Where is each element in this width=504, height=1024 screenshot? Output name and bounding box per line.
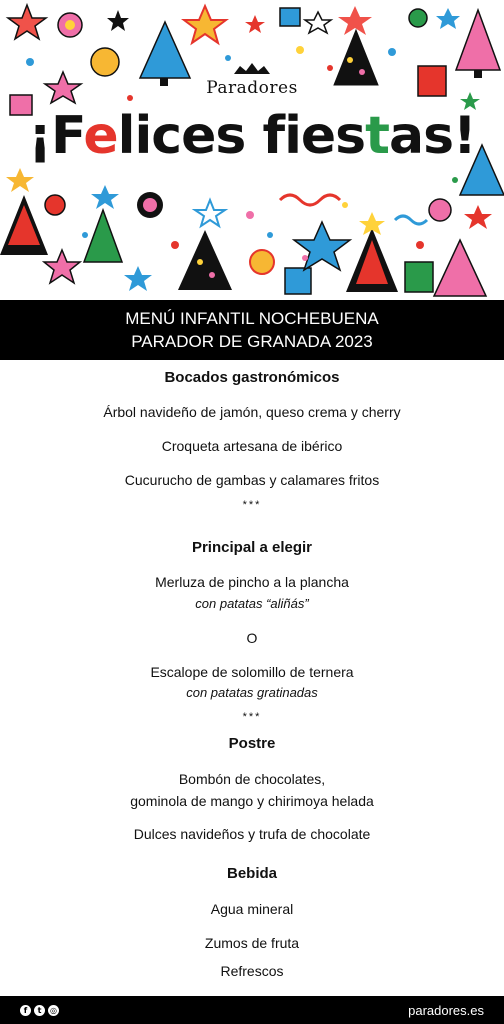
greeting-part-green: t bbox=[365, 106, 389, 166]
twitter-icon[interactable]: t bbox=[34, 1005, 45, 1016]
menu-item-side: con patatas gratinadas bbox=[186, 685, 318, 700]
tree-decoration bbox=[178, 230, 232, 290]
menu-item: Bombón de chocolates, bbox=[178, 771, 326, 787]
menu-item: Dulces navideños y trufa de chocolate bbox=[133, 826, 371, 842]
menu-item: Refrescos bbox=[220, 963, 284, 979]
menu-item-side: con patatas “aliñás” bbox=[195, 596, 309, 611]
star-decoration bbox=[436, 8, 460, 29]
menu-title-line2: PARADOR DE GRANADA 2023 bbox=[131, 332, 373, 351]
tree-decoration bbox=[84, 210, 122, 262]
section-title-dessert: Postre bbox=[228, 735, 276, 752]
greeting-title bbox=[0, 106, 504, 166]
garland-decoration bbox=[280, 195, 340, 205]
greeting-part-red: e bbox=[83, 106, 118, 166]
section-title-starters: Bocados gastronómicos bbox=[164, 369, 340, 386]
tree-decoration bbox=[456, 10, 500, 70]
star-decoration bbox=[44, 250, 80, 283]
star-decoration bbox=[464, 205, 492, 229]
section-separator: *** bbox=[242, 499, 262, 511]
star-decoration bbox=[6, 168, 34, 192]
crown-icon bbox=[232, 62, 272, 76]
star-decoration bbox=[124, 266, 152, 291]
menu-item: Zumos de fruta bbox=[204, 935, 300, 951]
ornament-decoration bbox=[409, 9, 427, 27]
star-decoration bbox=[338, 6, 372, 35]
menu-item: Croqueta artesana de ibérico bbox=[161, 438, 343, 454]
star-decoration bbox=[107, 10, 129, 31]
star-decoration bbox=[305, 12, 331, 33]
star-decoration bbox=[294, 222, 350, 270]
gift-decoration bbox=[285, 268, 311, 294]
facebook-icon[interactable]: f bbox=[20, 1005, 31, 1016]
menu-item: Escalope de solomillo de ternera bbox=[150, 664, 354, 680]
social-links bbox=[20, 1005, 59, 1016]
brand-name: Paradores bbox=[206, 78, 298, 98]
menu-item: Agua mineral bbox=[210, 901, 294, 917]
star-decoration bbox=[91, 185, 119, 209]
gift-decoration bbox=[405, 262, 433, 292]
star-decoration bbox=[245, 15, 265, 33]
ornament-decoration bbox=[429, 199, 451, 221]
hero-illustration bbox=[0, 0, 504, 300]
ornament-decoration bbox=[250, 250, 274, 274]
section-title-drinks: Bebida bbox=[226, 865, 277, 882]
menu-body bbox=[0, 360, 504, 996]
menu-title-line1: MENÚ INFANTIL NOCHEBUENA bbox=[125, 309, 379, 328]
tree-decoration bbox=[434, 240, 486, 296]
menu-title-band bbox=[0, 300, 504, 360]
section-separator: *** bbox=[242, 711, 262, 723]
menu-item: Cucurucho de gambas y calamares fritos bbox=[124, 472, 380, 488]
greeting-part: as! bbox=[388, 106, 476, 166]
gift-decoration bbox=[280, 8, 300, 26]
website-link[interactable]: paradores.es bbox=[408, 1002, 484, 1018]
brand-logo bbox=[0, 62, 504, 98]
greeting-part: lices fies bbox=[117, 106, 366, 166]
menu-item: Árbol navideño de jamón, queso crema y cherry bbox=[103, 404, 401, 420]
star-decoration bbox=[8, 5, 46, 39]
instagram-icon[interactable]: ◎ bbox=[48, 1005, 59, 1016]
section-title-main: Principal a elegir bbox=[191, 539, 313, 556]
menu-item: gominola de mango y chirimoya helada bbox=[130, 793, 374, 809]
choice-or: O bbox=[246, 630, 258, 646]
star-decoration bbox=[195, 200, 225, 226]
footer-bar bbox=[0, 996, 504, 1024]
menu-item: Merluza de pincho a la plancha bbox=[155, 574, 349, 590]
ornament-decoration bbox=[45, 195, 65, 215]
greeting-part: ¡F bbox=[28, 106, 84, 166]
star-decoration bbox=[184, 6, 226, 43]
